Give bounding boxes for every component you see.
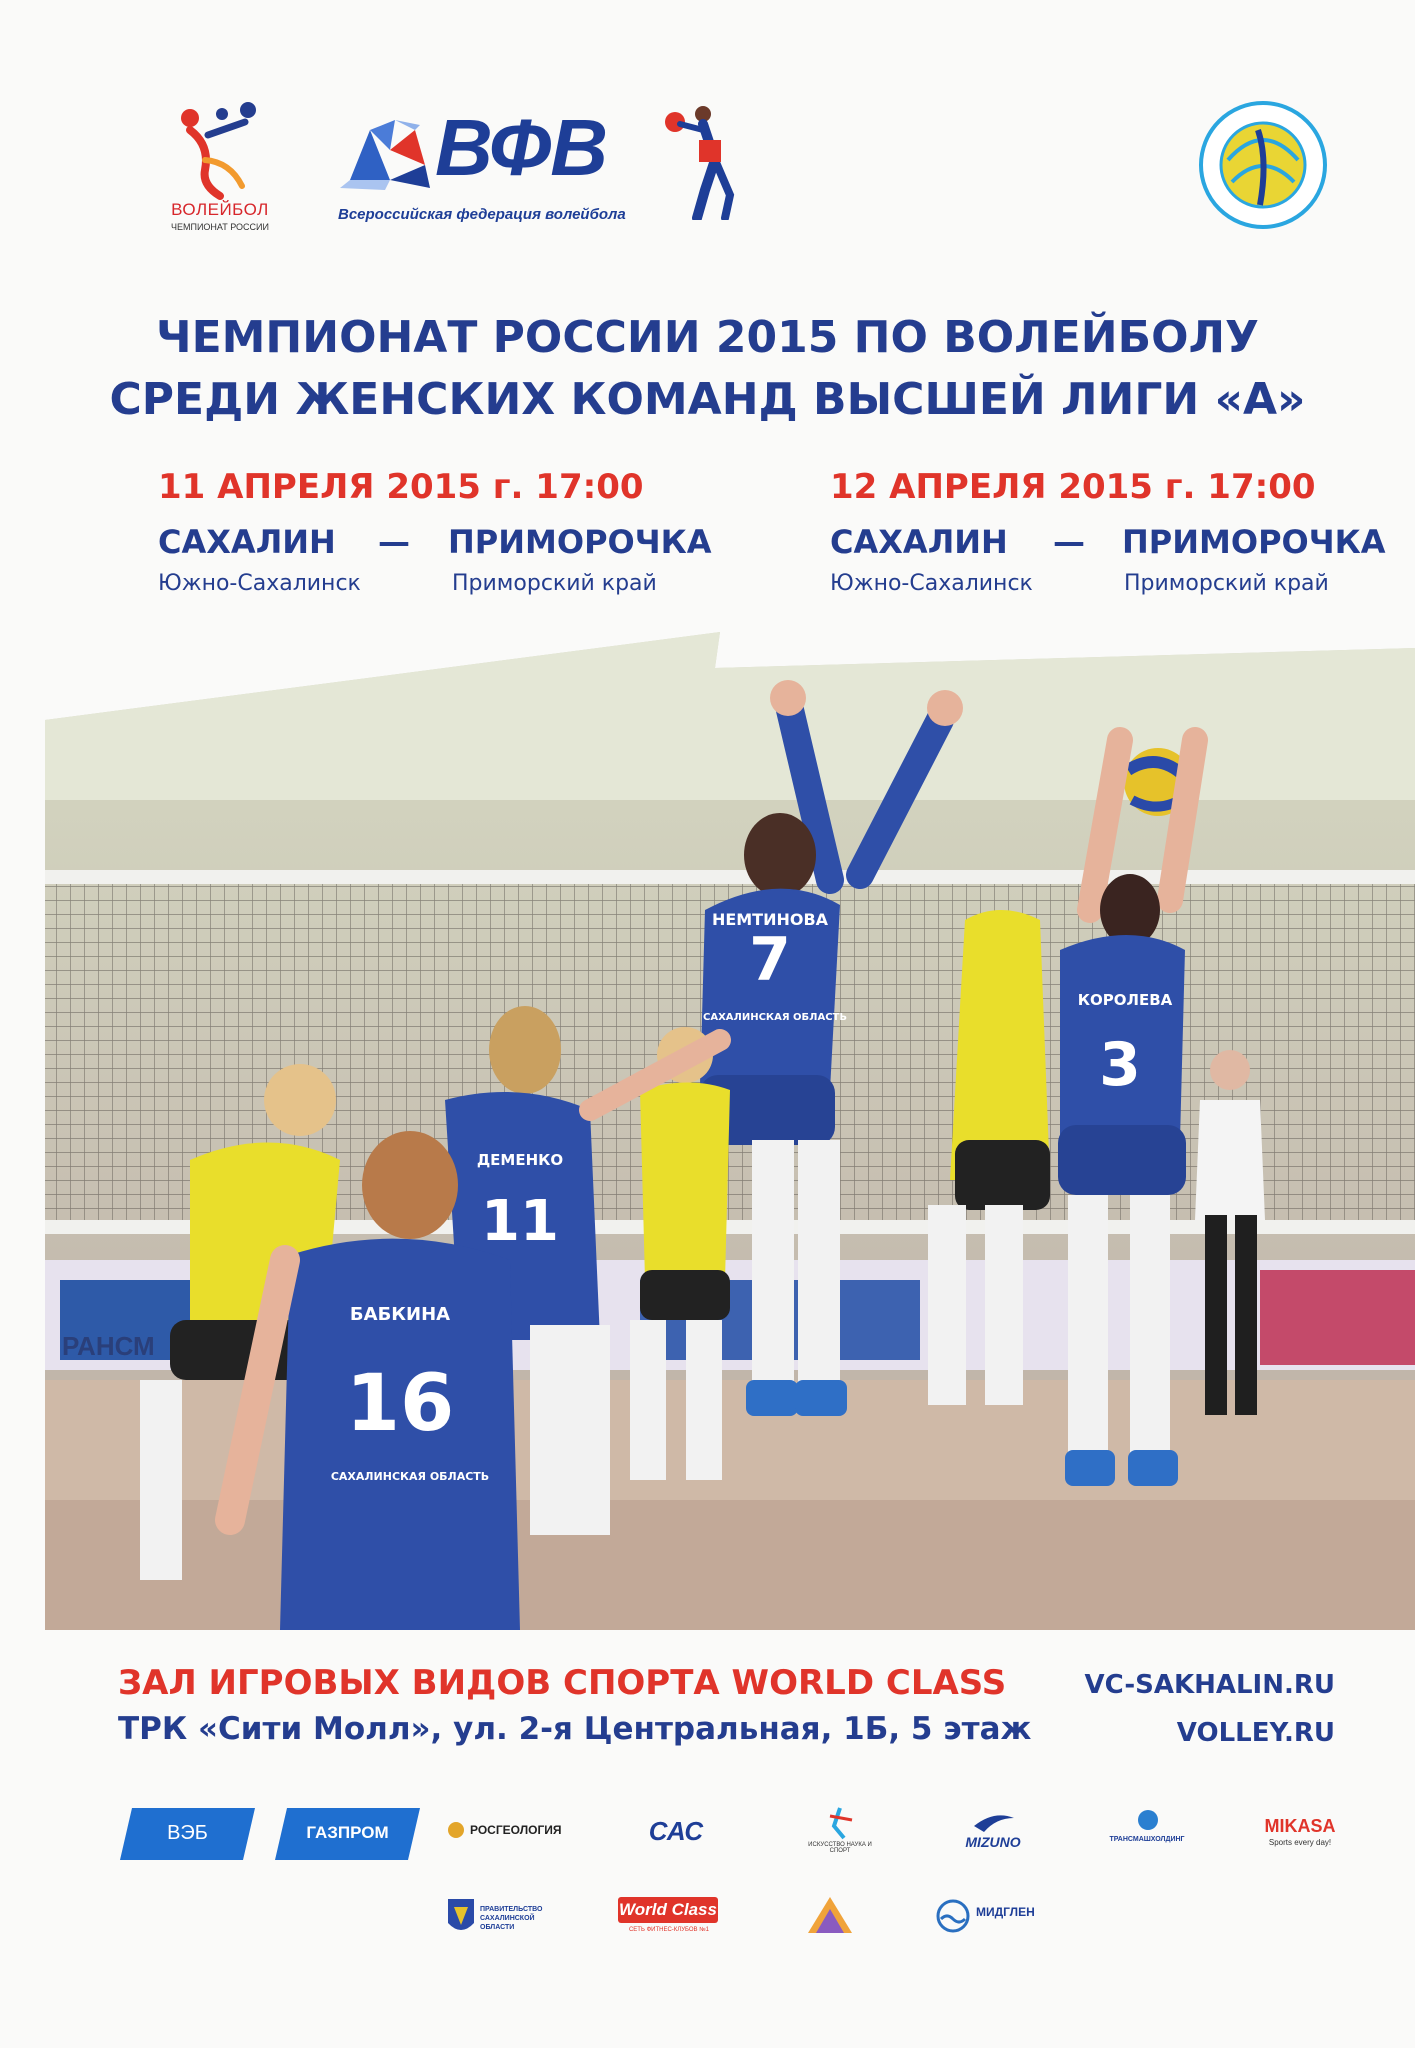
- banner-text: РАНСМ: [62, 1331, 155, 1361]
- sponsor-veb: [120, 1808, 255, 1860]
- match2-away-team: ПРИМОРОЧКА: [1122, 523, 1386, 561]
- player-7-number: 7: [749, 925, 791, 995]
- match2-home-city: Южно-Сахалинск: [830, 571, 1033, 596]
- sponsor-mikasa-tagline: Sports every day!: [1268, 1838, 1332, 1847]
- dancer-icon: [820, 1806, 860, 1840]
- sponsor-sas: [636, 1812, 716, 1852]
- sponsor-midglen: [936, 1895, 1046, 1939]
- volleyball-match-photo: [0, 620, 1415, 1630]
- sponsor-mikasa: [1250, 1816, 1350, 1856]
- sponsor-art-science-sport-label: ИСКУССТВО НАУКА И СПОРТ: [808, 1842, 872, 1854]
- sponsor-triangle: [800, 1893, 860, 1941]
- match2-dash: —: [1053, 523, 1085, 561]
- sponsor-transmash: [1092, 1810, 1202, 1854]
- rosgeologia-icon: [448, 1822, 464, 1838]
- player-11-number: 11: [481, 1189, 559, 1254]
- match1-dash: —: [378, 523, 410, 561]
- volleyball-player-icon: [150, 100, 290, 200]
- champ-logo-line2: ЧЕМПИОНАТ РОССИИ: [171, 222, 269, 232]
- match2-home-team: САХАЛИН: [830, 523, 1008, 561]
- venue-address: ТРК «Сити Молл», ул. 2-я Центральная, 1Б, 5 этаж: [118, 1711, 1032, 1747]
- club-emblem-icon: [1198, 100, 1328, 230]
- player-3-number: 3: [1099, 1030, 1141, 1100]
- player-7-name: НЕМТИНОВА: [711, 910, 829, 929]
- player-16-name: БАБКИНА: [349, 1304, 451, 1325]
- player-16-number: 16: [345, 1359, 455, 1449]
- sponsor-rosgeologia: [448, 1818, 578, 1854]
- vfv-abbreviation: ВФВ: [435, 103, 607, 192]
- match2-away-city: Приморский край: [1124, 571, 1329, 596]
- match2-date: 12 АПРЕЛЯ 2015 г. 17:00: [830, 467, 1316, 507]
- venue-name: ЗАЛ ИГРОВЫХ ВИДОВ СПОРТА WORLD CLASS: [118, 1663, 1007, 1703]
- sponsor-government-label: ПРАВИТЕЛЬСТВО САХАЛИНСКОЙ ОБЛАСТИ: [480, 1906, 543, 1931]
- coat-of-arms-icon: [446, 1897, 476, 1937]
- sponsor-government: [446, 1895, 566, 1941]
- vfv-full-name: Всероссийская федерация волейбола: [338, 206, 626, 223]
- sponsor-veb-label: ВЭБ: [167, 1822, 208, 1844]
- match1-home-city: Южно-Сахалинск: [158, 571, 361, 596]
- sponsor-world-class-label: World Class: [619, 1900, 717, 1919]
- sponsor-sas-label: САС: [648, 1816, 704, 1846]
- sponsor-mizuno: [956, 1810, 1030, 1854]
- match1-away-team: ПРИМОРОЧКА: [448, 523, 712, 561]
- sponsor-gazprom-label: ГАЗПРОМ: [306, 1823, 389, 1842]
- vfv-mosaic-icon: [340, 120, 435, 190]
- title-line2: СРЕДИ ЖЕНСКИХ КОМАНД ВЫСШЕЙ ЛИГИ «А»: [109, 374, 1306, 425]
- sponsor-mizuno-label: MIZUNO: [965, 1834, 1021, 1850]
- sponsor-world-class: [614, 1895, 724, 1941]
- sponsor-midglen-label: МИДГЛЕН: [976, 1905, 1035, 1919]
- match1-away-city: Приморский край: [452, 571, 657, 596]
- sponsor-world-class-tagline: СЕТЬ ФИТНЕС-КЛУБОВ №1: [628, 1927, 710, 1933]
- champ-logo-line1: ВОЛЕЙБОЛ: [171, 200, 269, 219]
- sponsor-mikasa-label: MIKASA: [1264, 1816, 1336, 1836]
- player-16-team: САХАЛИНСКАЯ ОБЛАСТЬ: [330, 1470, 490, 1483]
- midglen-wave-icon: [936, 1899, 970, 1933]
- player-3-name: КОРОЛЕВА: [1077, 991, 1173, 1009]
- website-volley[interactable]: VOLLEY.RU: [1176, 1718, 1335, 1748]
- volleyball-hitter-icon: [655, 100, 740, 220]
- sponsor-art-science-sport: [800, 1806, 880, 1862]
- triangle-logo-icon: [800, 1893, 860, 1941]
- sponsor-transmash-label: ТРАНСМАШХОЛДИНГ: [1109, 1836, 1185, 1843]
- transmash-icon: [1138, 1810, 1158, 1830]
- match1-home-team: САХАЛИН: [158, 523, 336, 561]
- sponsor-gazprom: [275, 1808, 420, 1860]
- mizuno-runbird-icon: [974, 1810, 1014, 1832]
- sakhalin-club-logo: [1198, 100, 1328, 230]
- title-line1: ЧЕМПИОНАТ РОССИИ 2015 ПО ВОЛЕЙБОЛУ: [156, 312, 1259, 363]
- player-7-team: САХАЛИНСКАЯ ОБЛАСТЬ: [703, 1012, 847, 1023]
- player-11-name: ДЕМЕНКО: [476, 1151, 564, 1169]
- vfv-logo: [320, 100, 740, 230]
- website-club[interactable]: VC-SAKHALIN.RU: [1084, 1670, 1335, 1700]
- sponsor-rosgeologia-label: РОСГЕОЛОГИЯ: [470, 1823, 562, 1837]
- volleyball-championship-logo: [150, 100, 290, 240]
- match1-date: 11 АПРЕЛЯ 2015 г. 17:00: [158, 467, 644, 507]
